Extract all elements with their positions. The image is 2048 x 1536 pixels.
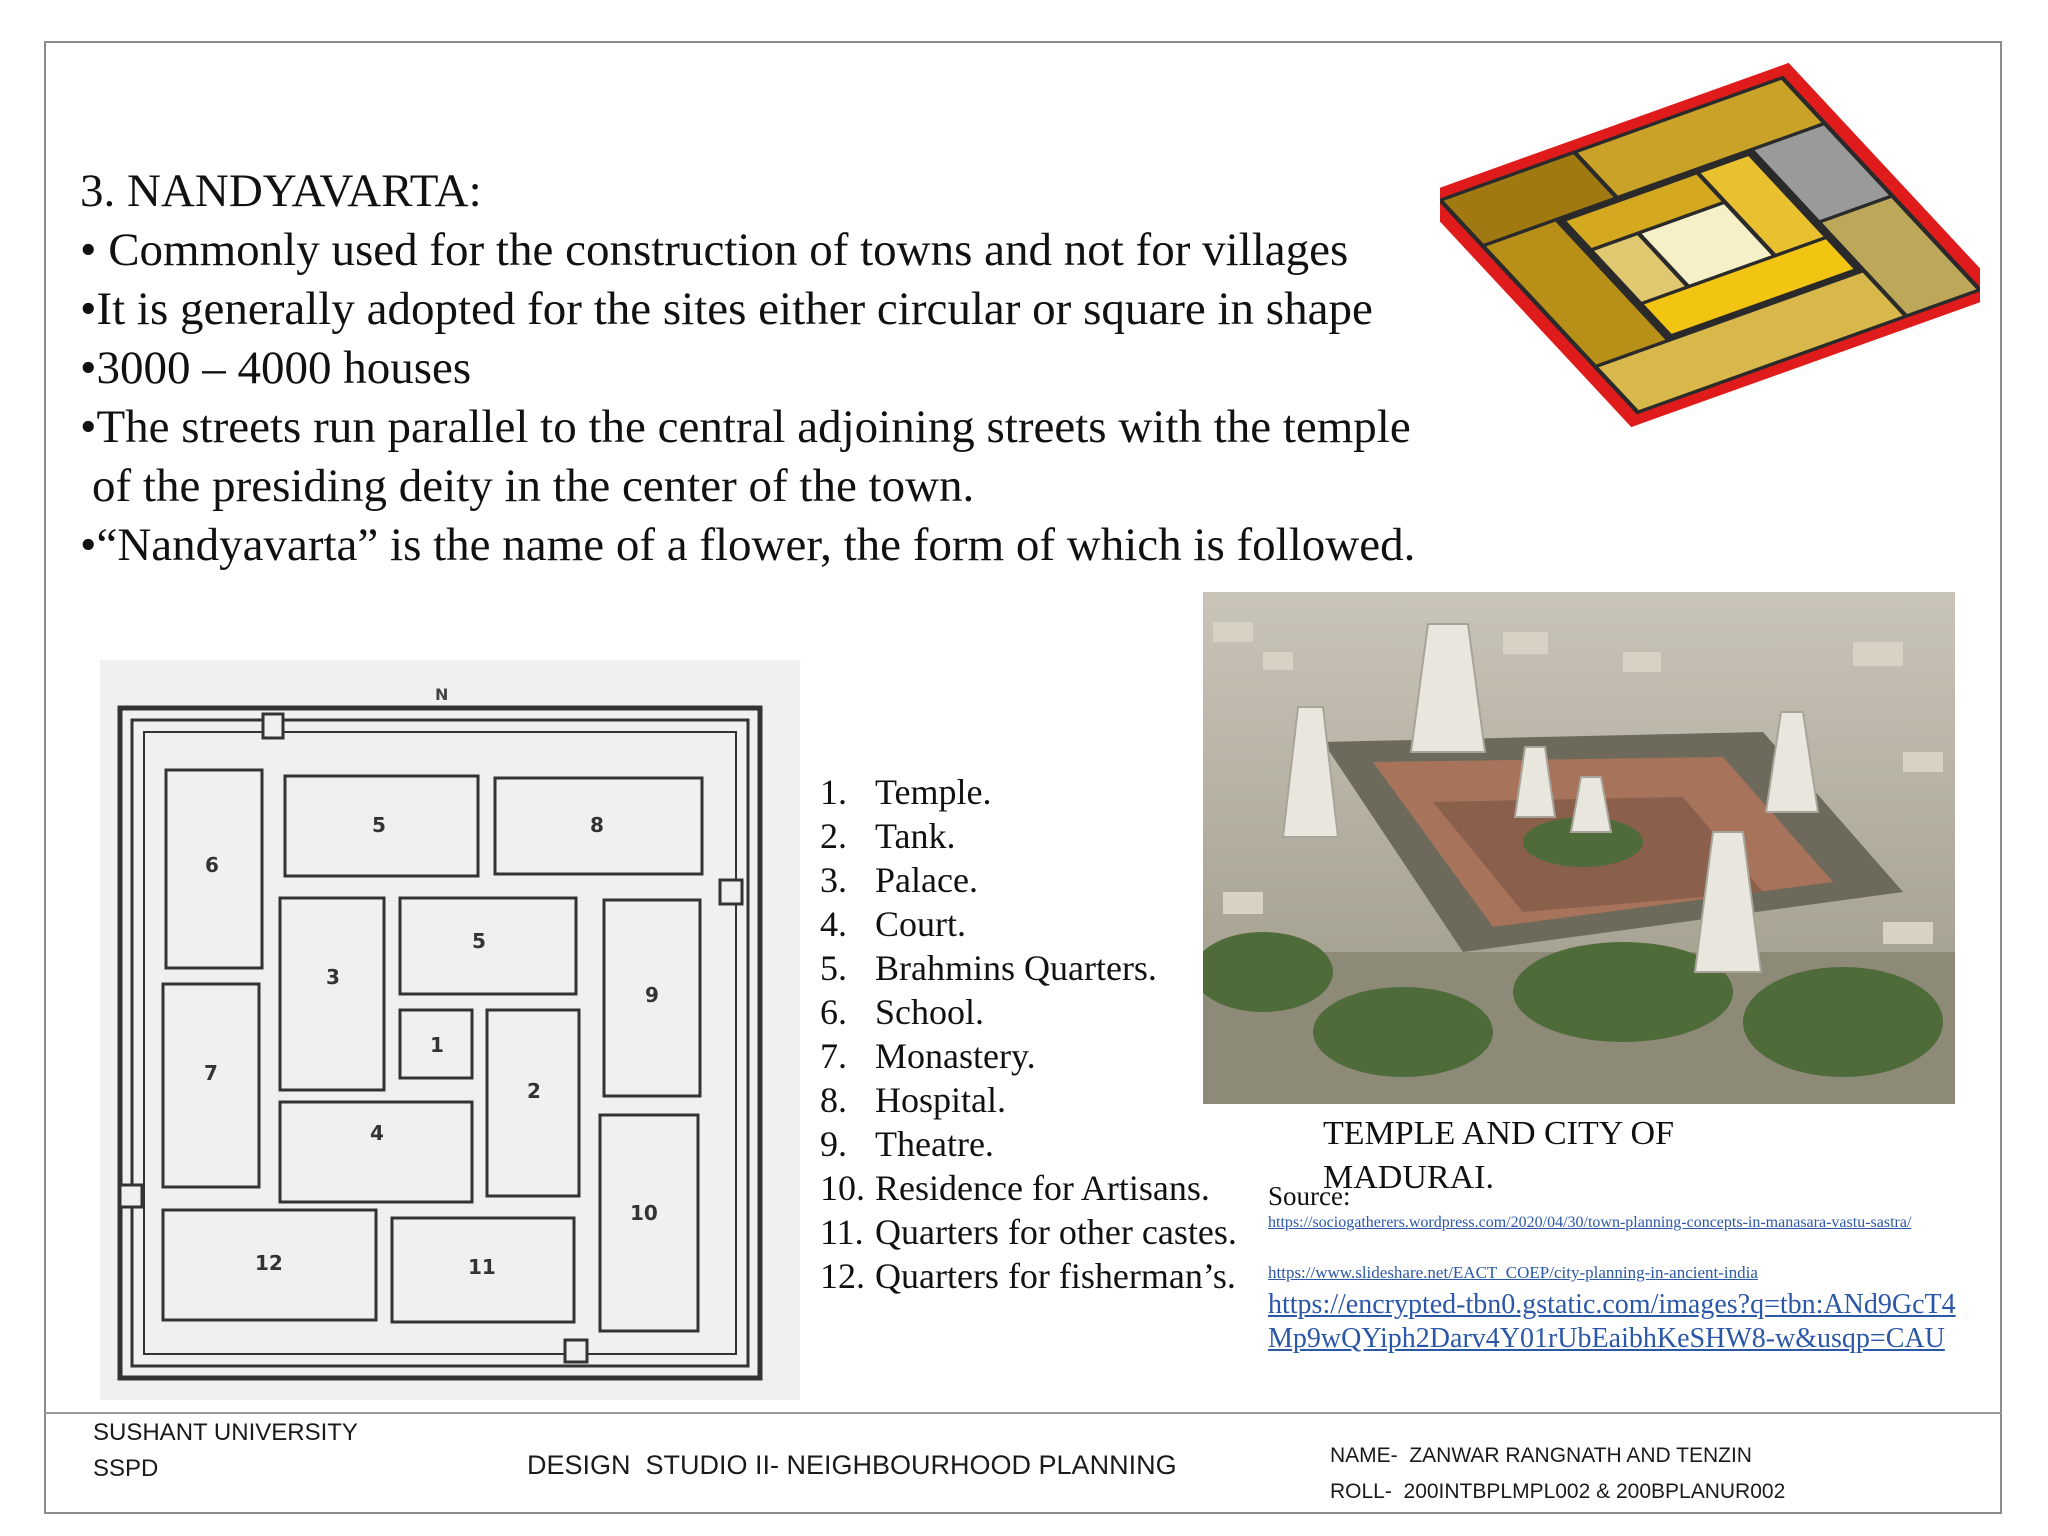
plan-label-12: 12 [255,1251,283,1275]
slide-heading: 3. NANDYAVARTA: [80,165,482,217]
plan-label-10: 10 [630,1201,658,1225]
bullet-streets: •The streets run parallel to the central adjoining streets with the temple [80,401,1411,453]
footer-names-block [1330,1438,1785,1510]
footer-university-block [93,1415,358,1487]
legend-item: 6. School. [820,992,985,1032]
photo-caption [1323,1112,1743,1200]
legend-item: 9. Theatre. [820,1124,994,1164]
footer-names: NAME- ZANWAR RANGNATH AND TENZIN [1330,1444,1752,1467]
bullet-towns: • Commonly used for the construction of towns and not for villages [80,224,1349,276]
bullet-houses: •3000 – 4000 houses [80,342,472,394]
caption-line-1: TEMPLE AND CITY OF [1323,1115,1675,1152]
plan-legend [820,770,1237,1298]
source-link-sociogatherers[interactable]: https://sociogatherers.wordpress.com/2020/04/30/town-planning-concepts-in-manasara-vastu-sastra/ [1268,1214,1912,1231]
footer-school: SSPD [93,1455,159,1482]
footer-divider [44,1412,2002,1414]
footer-roll: ROLL- 200INTBPLMPL002 & 200BPLANUR002 [1330,1480,1786,1503]
bullet-flower: •“Nandyavarta” is the name of a flower, the form of which is followed. [80,519,1416,571]
legend-item: 1. Temple. [820,772,992,812]
legend-item: 8. Hospital. [820,1080,1006,1120]
plan-label-5-top: 5 [372,813,386,837]
plan-label-8: 8 [590,813,604,837]
source-label: Source: [1268,1181,1351,1211]
bullet-site-shape: •It is generally adopted for the sites either circular or square in shape [80,283,1373,335]
plan-label-1: 1 [430,1033,444,1057]
legend-item: 7. Monastery. [820,1036,1036,1076]
footer-studio: DESIGN STUDIO II- NEIGHBOURHOOD PLANNING [527,1450,1177,1480]
footer-university: SUSHANT UNIVERSITY [93,1419,358,1446]
legend-item: 12. Quarters for fisherman’s. [820,1256,1236,1296]
bullet-list [80,221,1660,575]
source-link-slideshare[interactable]: https://www.slideshare.net/EACT_COEP/city-planning-in-ancient-india [1268,1263,1758,1282]
legend-item: 2. Tank. [820,816,956,856]
legend-item: 5. Brahmins Quarters. [820,948,1157,988]
legend-item: 10. Residence for Artisans. [820,1168,1210,1208]
caption-line-2: MADURAI. [1323,1159,1494,1196]
north-label: N [435,685,449,704]
plan-label-11: 11 [468,1255,496,1279]
plan-label-9: 9 [645,983,659,1007]
town-plan-sketch [100,660,800,1400]
legend-item: 3. Palace. [820,860,978,900]
bullet-streets-continued: of the presiding deity in the center of the town. [92,460,975,512]
madurai-aerial-photo [1203,592,1955,1104]
plan-label-2: 2 [527,1079,541,1103]
plan-label-3: 3 [326,965,340,989]
legend-item: 4. Court. [820,904,967,944]
plan-label-7: 7 [204,1061,218,1085]
source-link-gstatic[interactable]: https://encrypted-tbn0.gstatic.com/images?q=tbn:ANd9GcT4Mp9wQYiph2Darv4Y01rUbEaibhKeSHW8-w&usqp=CAU [1268,1289,1956,1354]
plan-label-4: 4 [370,1121,384,1145]
legend-item: 11. Quarters for other castes. [820,1212,1237,1252]
plan-label-5-center: 5 [472,929,486,953]
plan-label-6: 6 [205,853,219,877]
